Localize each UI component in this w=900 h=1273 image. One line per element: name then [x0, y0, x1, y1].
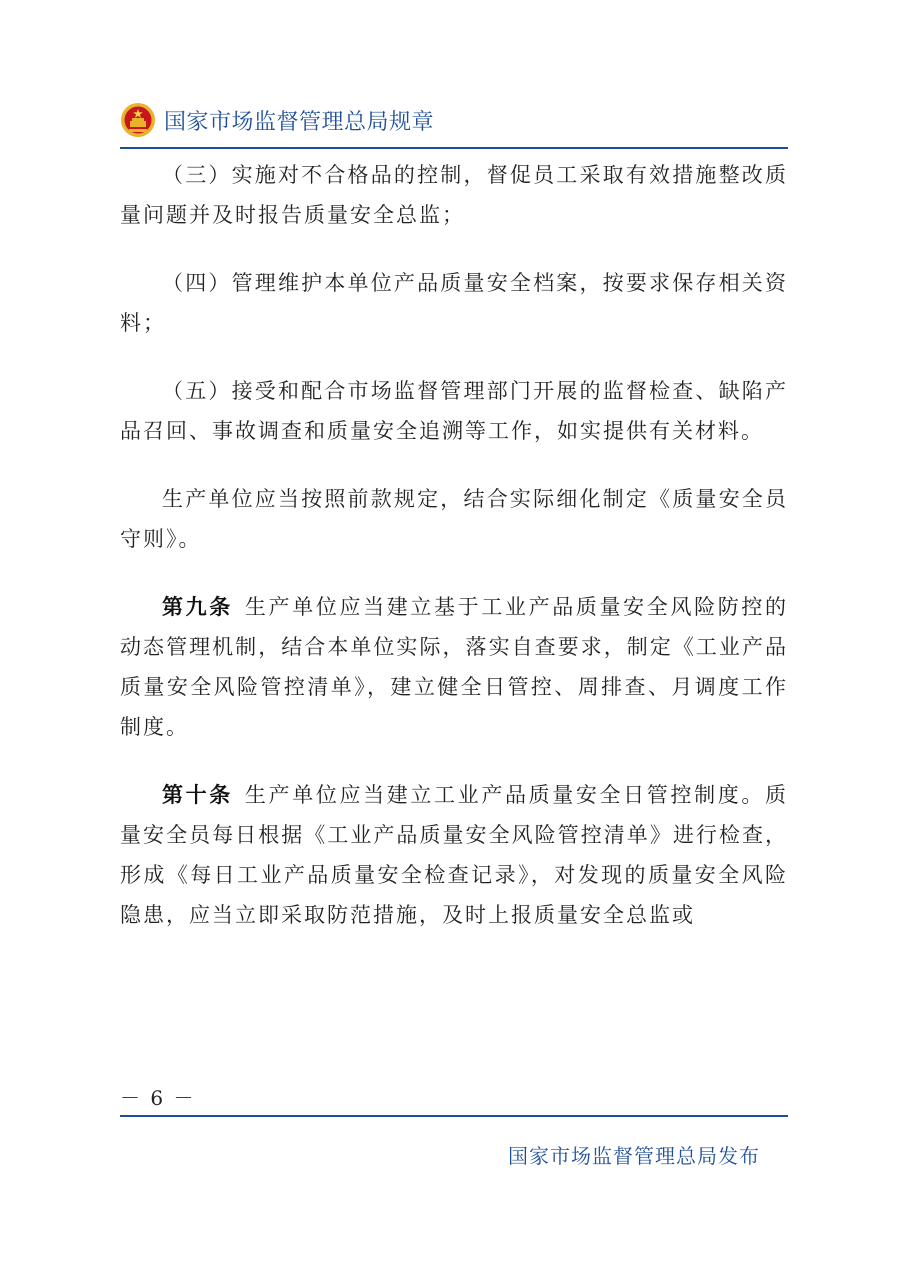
regulation-body [120, 155, 788, 963]
page-header [120, 98, 788, 142]
paragraph-item-4 [120, 263, 788, 343]
header-divider [120, 147, 788, 149]
footer-publisher: 国家市场监督管理总局发布 [508, 1144, 760, 1168]
paragraph-item-3 [120, 155, 788, 235]
paragraph-text: （五）接受和配合市场监督管理部门开展的监督检查、缺陷产品召回、事故调查和质量安全追溯等工作，如实提供有关材料。 [120, 379, 788, 443]
page-number: － 6 － [120, 1086, 196, 1110]
footer-divider [120, 1115, 788, 1117]
paragraph-text: 生产单位应当建立工业产品质量安全日管控制度。质量安全员每日根据《工业产品质量安全风险管控清单》进行检查，形成《每日工业产品质量安全检查记录》，对发现的质量安全风险隐患，应当立即采取防范措施，及时上报质量安全总监或 [120, 783, 788, 927]
paragraph-rule-note [120, 479, 788, 559]
paragraph-text: 生产单位应当按照前款规定，结合实际细化制定《质量安全员守则》。 [120, 487, 788, 551]
header-title: 国家市场监督管理总局规章 [164, 109, 435, 135]
article-9 [120, 587, 788, 747]
article-heading: 第九条 [162, 595, 233, 619]
paragraph-item-5 [120, 371, 788, 451]
paragraph-text: 生产单位应当建立基于工业产品质量安全风险防控的动态管理机制，结合本单位实际，落实自查要求，制定《工业产品质量安全风险管控清单》，建立健全日管控、周排查、月调度工作制度。 [120, 595, 788, 739]
paragraph-text: （四）管理维护本单位产品质量安全档案，按要求保存相关资料； [120, 271, 788, 335]
article-heading: 第十条 [162, 783, 233, 807]
paragraph-text: （三）实施对不合格品的控制，督促员工采取有效措施整改质量问题并及时报告质量安全总监； [120, 163, 788, 227]
national-emblem-icon [120, 102, 156, 138]
article-10 [120, 775, 788, 935]
